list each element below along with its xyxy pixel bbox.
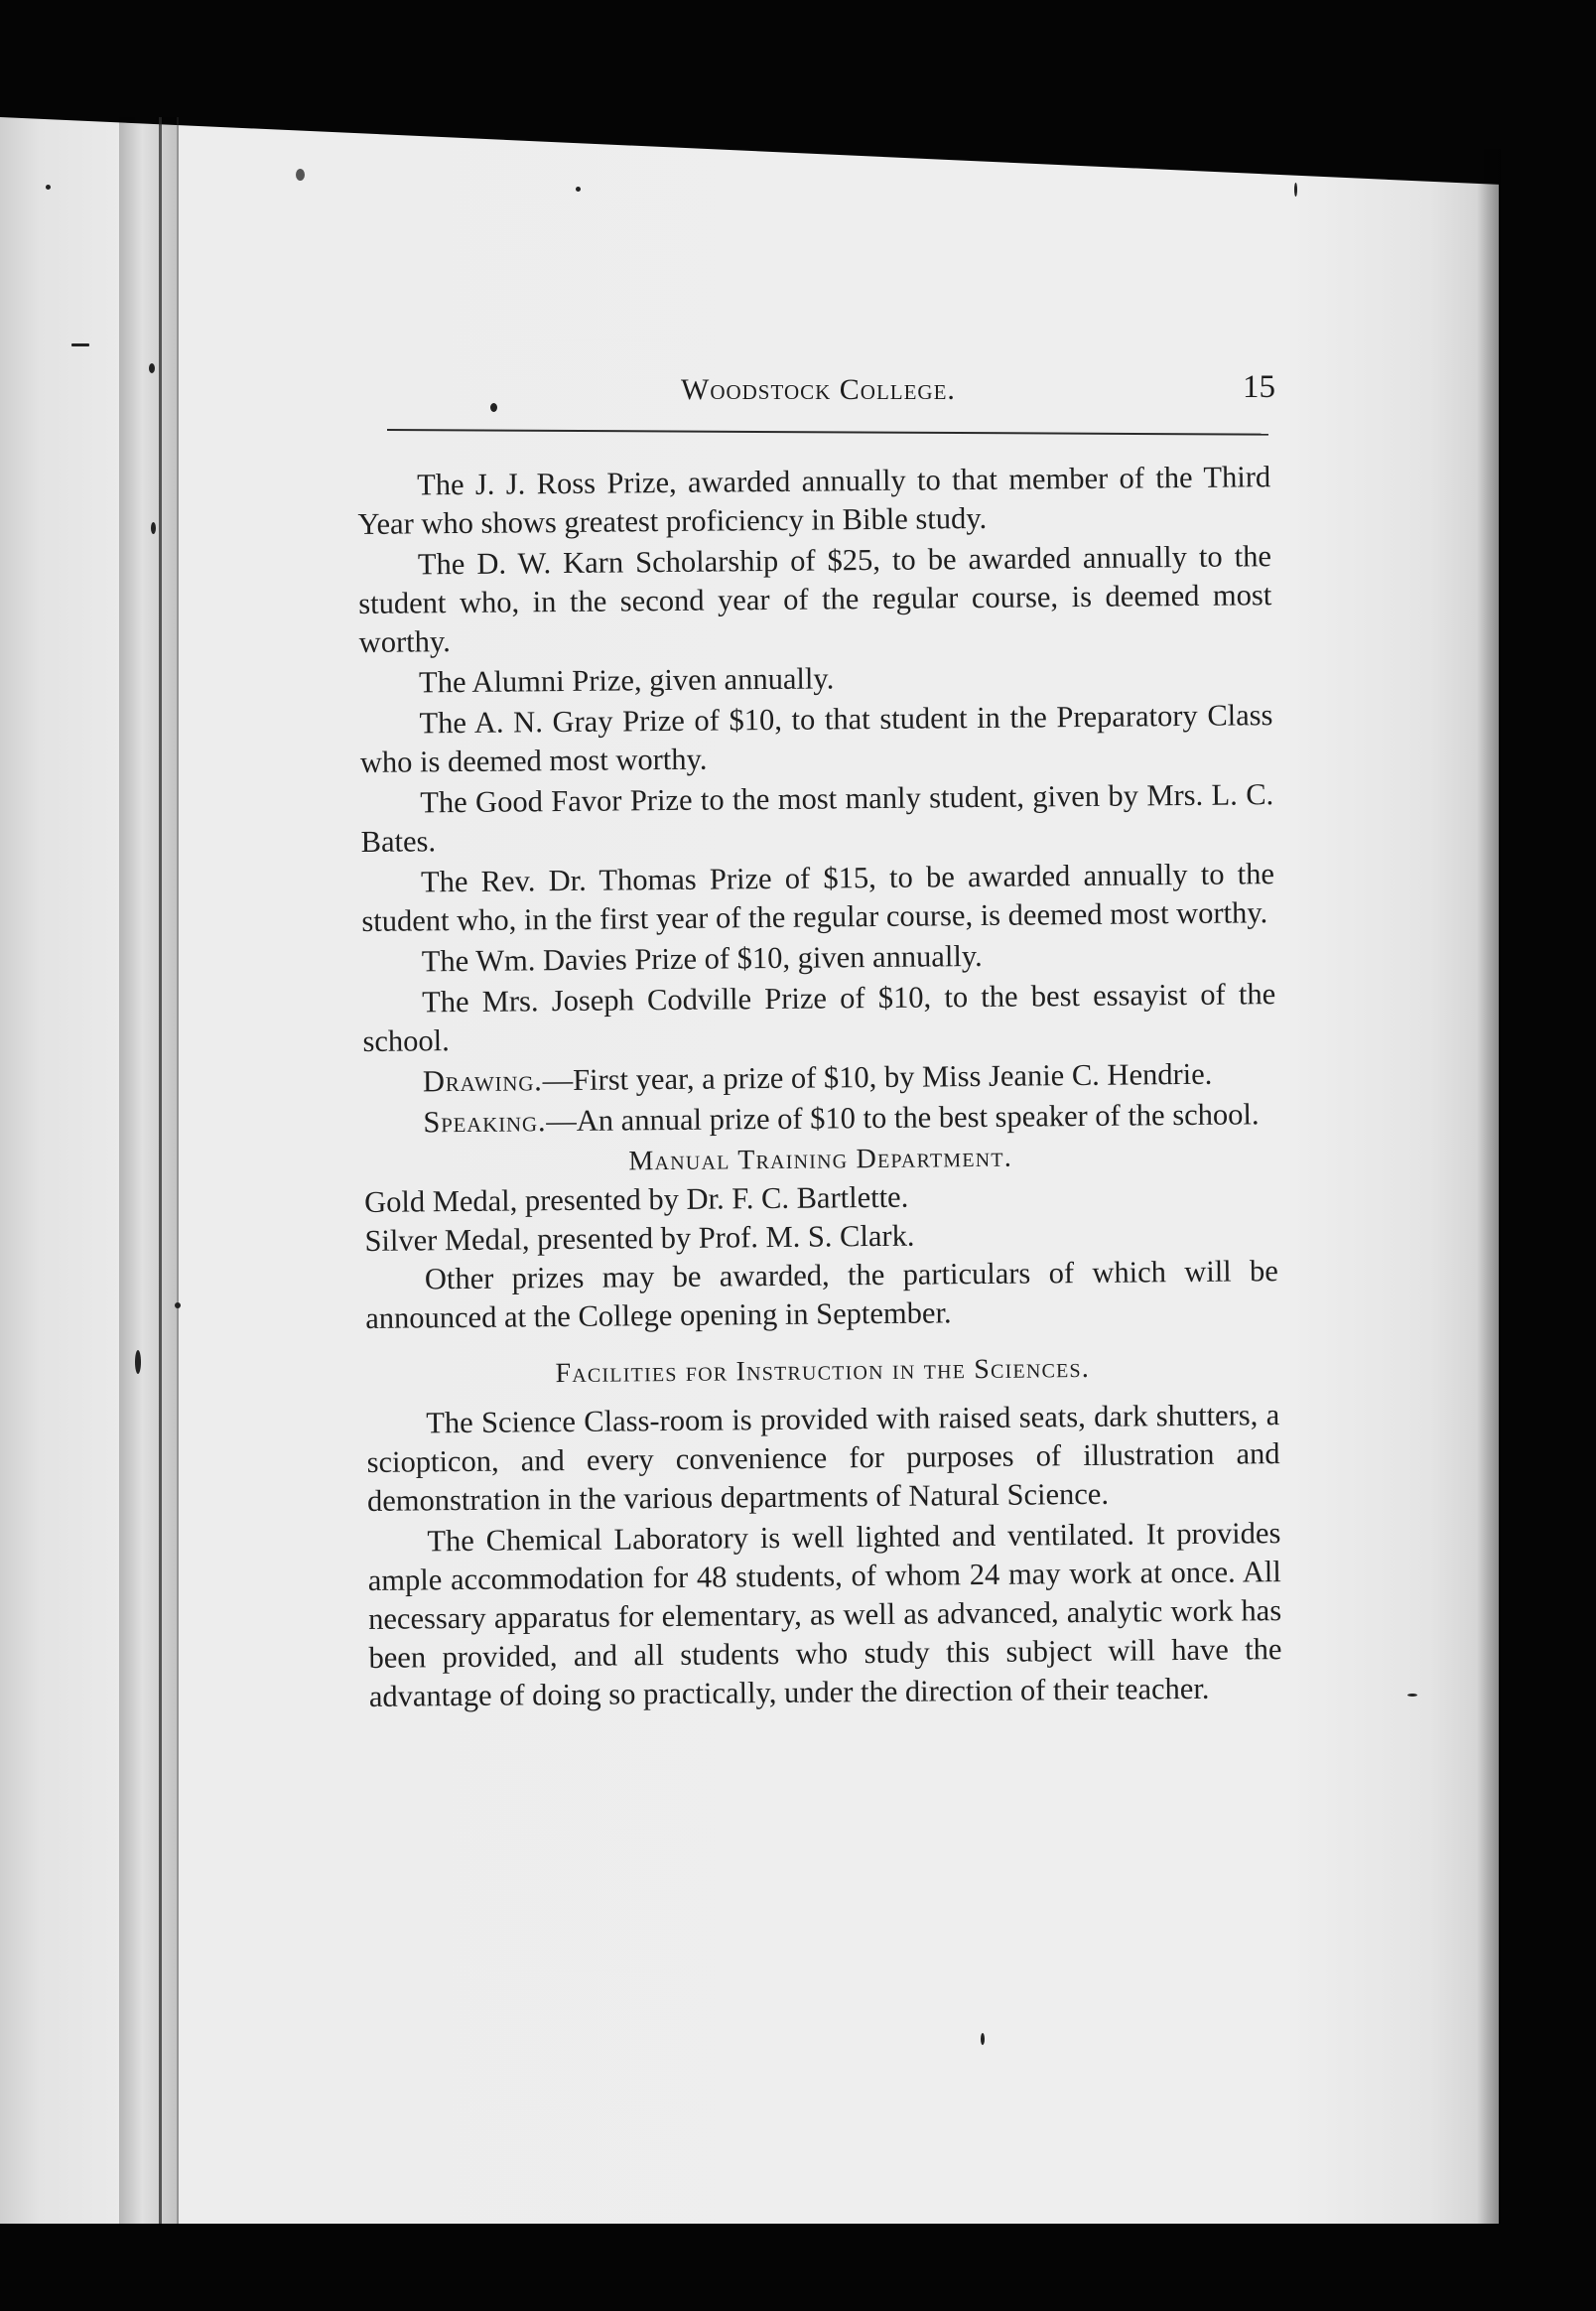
- science-paragraph: The Science Class-room is provided with raised seats, dark shutters, a sciopticon, and every convenience for purposes of illustration and demonstration in the various departments of Natural Science.: [366, 1398, 1280, 1518]
- prize-entry: The Wm. Davies Prize of $10, given annually.: [421, 938, 983, 979]
- gutter-line: [177, 117, 179, 2224]
- page-number: 15: [1243, 369, 1275, 405]
- medal-entry: Silver Medal, presented by Prof. M. S. Clark.: [364, 1218, 915, 1258]
- other-prizes-note: Other prizes may be awarded, the particulars of which will be announced at the College opening in September.: [365, 1254, 1278, 1335]
- manual-training-heading: Manual Training Department.: [628, 1142, 1013, 1177]
- scan-speck: [71, 343, 89, 346]
- scan-speck: [981, 2033, 985, 2045]
- scan-speck: [175, 1302, 181, 1308]
- prize-entry: The Alumni Prize, given annually.: [418, 661, 835, 700]
- medal-entry: Gold Medal, presented by Dr. F. C. Bartlette.: [363, 1179, 909, 1219]
- binding-gutter: [119, 117, 177, 2224]
- prize-lead: Drawing.: [422, 1063, 543, 1099]
- sciences-heading: Facilities for Instruction in the Sciences.: [555, 1352, 1091, 1390]
- science-paragraph: The Chemical Laboratory is well lighted and ventilated. It provides ample accommodation for 48 students, of whom 24 may work at once. All necessary apparatus for elementary, as well as advanced, analytic work has been provided, and all students who study this subject will have the advantage of doing so practically, under the direction of their teacher.: [367, 1516, 1282, 1713]
- prize-entry: The Rev. Dr. Thomas Prize of $15, to be awarded annually to the student who, in the first year of the regular course, is deemed most worthy.: [361, 857, 1275, 938]
- prize-entry: The D. W. Karn Scholarship of $25, to be awarded annually to the student who, in the second year of the regular course, is deemed most worthy.: [358, 539, 1272, 659]
- prize-entry: The J. J. Ross Prize, awarded annually to that member of the Third Year who shows greatest proficiency in Bible study.: [357, 460, 1271, 541]
- prize-entry-drawing: Drawing.—First year, a prize of $10, by Miss Jeanie C. Hendrie.: [422, 1056, 1213, 1099]
- scan-speck: [1294, 183, 1297, 197]
- running-title: Woodstock College.: [681, 373, 956, 406]
- scan-speck: [135, 1350, 141, 1374]
- prize-entry: The Good Favor Prize to the most manly student, given by Mrs. L. C. Bates.: [360, 777, 1274, 859]
- scan-speck: [576, 187, 581, 192]
- scan-speck: [1407, 1694, 1417, 1697]
- gutter-line: [159, 117, 162, 2224]
- scan-speck: [46, 185, 51, 190]
- scan-speck: [149, 363, 155, 373]
- page-edge-shadow: [1477, 149, 1501, 2224]
- prize-entry: The A. N. Gray Prize of $10, to that student in the Preparatory Class who is deemed most worthy.: [359, 698, 1273, 779]
- prize-lead: Speaking.: [423, 1104, 547, 1140]
- scan-speck: [296, 169, 305, 181]
- running-head: [387, 369, 1280, 429]
- page-body: [357, 458, 1282, 1718]
- prize-entry: The Mrs. Joseph Codville Prize of $10, to the best essayist of the school.: [362, 977, 1276, 1058]
- prize-entry-speaking: Speaking.—An annual prize of $10 to the best speaker of the school.: [423, 1097, 1260, 1140]
- scan-speck: [151, 522, 156, 534]
